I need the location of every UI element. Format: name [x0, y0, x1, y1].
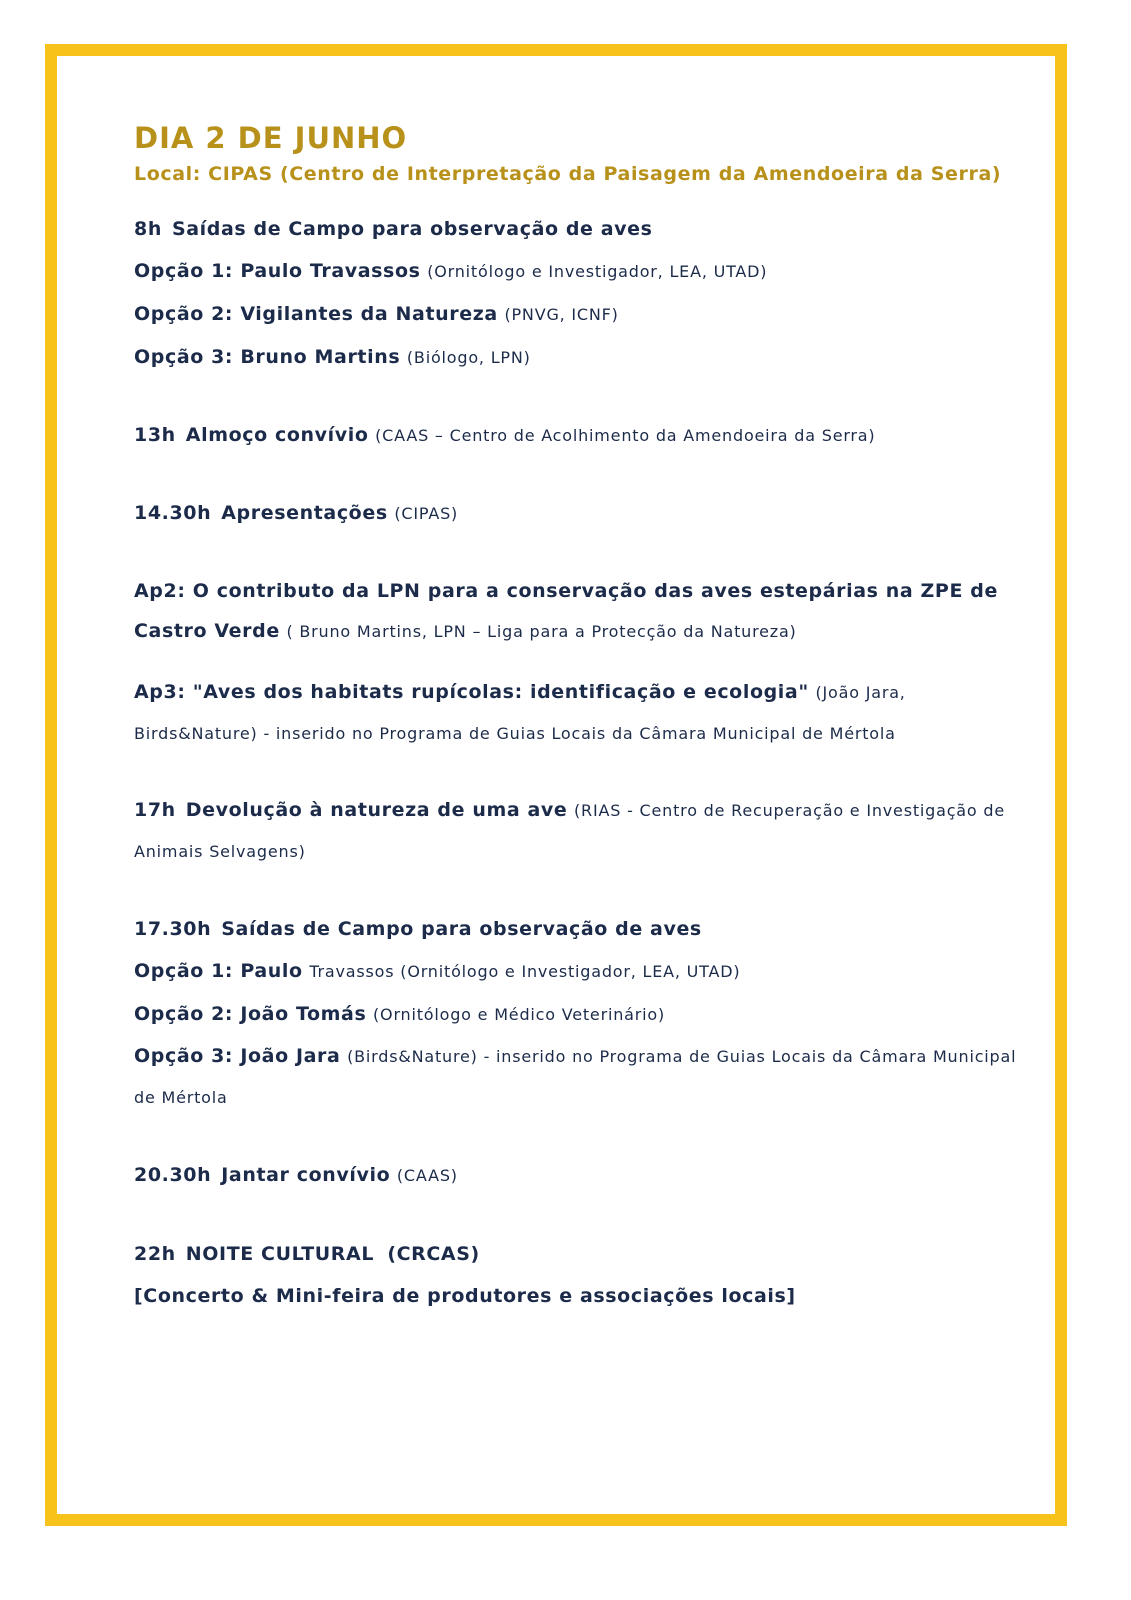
option-detail: Travassos (Ornitólogo e Investigador, LEA, UTAD) — [309, 962, 741, 981]
ap2-section — [134, 571, 1034, 652]
night-heading — [134, 1233, 1034, 1275]
night-subtitle-text: [Concerto & Mini-feira de produtores e associações locais] — [134, 1285, 796, 1307]
ap3-title: Ap3: "Aves dos habitats rupícolas: identificação e ecologia" — [134, 681, 809, 703]
afternoon-option-2 — [134, 993, 1034, 1036]
option-name: Opção 1: Paulo — [134, 960, 303, 982]
afternoon-option-3 — [134, 1036, 1034, 1118]
afternoon-label: Saídas de Campo para observação de aves — [221, 918, 702, 940]
release-section — [134, 790, 1034, 872]
release-detail: (RIAS - Centro de Recuperação e Investigação de Animais Selvagens) — [134, 801, 1005, 861]
night-detail: (CRCAS) — [387, 1243, 480, 1265]
presentations-time: 14.30h — [134, 502, 212, 524]
ap2-detail: ( Bruno Martins, LPN – Liga para a Protecção da Natureza) — [286, 622, 797, 641]
presentations-label: Apresentações — [221, 502, 388, 524]
dinner-line — [134, 1154, 1034, 1197]
dinner-time: 20.30h — [134, 1164, 212, 1186]
morning-label: Saídas de Campo para observação de aves — [171, 218, 653, 240]
dinner-section — [134, 1154, 1034, 1197]
afternoon-section — [134, 908, 1034, 1118]
release-line — [134, 790, 1034, 872]
option-detail: (Biólogo, LPN) — [406, 348, 531, 367]
lunch-line — [134, 415, 1034, 456]
afternoon-heading — [134, 908, 1034, 950]
morning-option-1 — [134, 250, 1034, 293]
release-label: Devolução à natureza de uma ave — [185, 799, 568, 821]
lunch-time: 13h — [134, 424, 176, 446]
option-name: Opção 2: Vigilantes da Natureza — [134, 303, 498, 325]
option-name: Opção 1: Paulo Travassos — [134, 260, 421, 282]
ap3-line — [134, 672, 1034, 754]
presentations-section — [134, 492, 1034, 535]
ap3-detail: (João Jara, Birds&Nature) - inserido no Programa de Guias Locais da Câmara Municipal de Mértola — [134, 683, 906, 743]
morning-time: 8h — [134, 218, 162, 240]
location-line: Local: CIPAS (Centro de Interpretação da Paisagem da Amendoeira da Serra) — [134, 163, 1002, 185]
option-detail: (Birds&Nature) - inserido no Programa de Guias Locais da Câmara Municipal de Mértola — [134, 1047, 1017, 1107]
presentations-detail: (CIPAS) — [394, 504, 459, 523]
option-name: Opção 3: João Jara — [134, 1045, 341, 1067]
program-content — [134, 118, 1034, 1317]
option-detail: (Ornitólogo e Médico Veterinário) — [373, 1005, 666, 1024]
option-name: Opção 3: Bruno Martins — [134, 346, 401, 368]
morning-option-3 — [134, 336, 1034, 379]
option-name: Opção 2: João Tomás — [134, 1003, 367, 1025]
afternoon-option-1 — [134, 950, 1034, 993]
presentations-line — [134, 492, 1034, 535]
lunch-label: Almoço convívio — [185, 424, 369, 446]
night-label: NOITE CULTURAL — [185, 1243, 375, 1265]
night-time: 22h — [134, 1243, 176, 1265]
afternoon-time: 17.30h — [134, 918, 212, 940]
release-time: 17h — [134, 799, 176, 821]
lunch-detail: (CAAS – Centro de Acolhimento da Amendoeira da Serra) — [375, 426, 876, 445]
option-detail: (PNVG, ICNF) — [504, 305, 619, 324]
ap3-section — [134, 672, 1034, 754]
night-section — [134, 1233, 1034, 1317]
lunch-section — [134, 415, 1034, 456]
night-subtitle — [134, 1275, 1034, 1317]
morning-section — [134, 208, 1034, 379]
morning-option-2 — [134, 293, 1034, 336]
option-detail: (Ornitólogo e Investigador, LEA, UTAD) — [427, 262, 768, 281]
ap2-line — [134, 571, 1034, 652]
page-title: DIA 2 DE JUNHO — [134, 121, 408, 155]
dinner-label: Jantar convívio — [221, 1164, 391, 1186]
morning-heading — [134, 208, 1034, 250]
dinner-detail: (CAAS) — [396, 1166, 458, 1185]
ap2-title: Ap2: O contributo da LPN para a conservação das aves estepárias na ZPE de Castro Verde — [134, 580, 998, 642]
